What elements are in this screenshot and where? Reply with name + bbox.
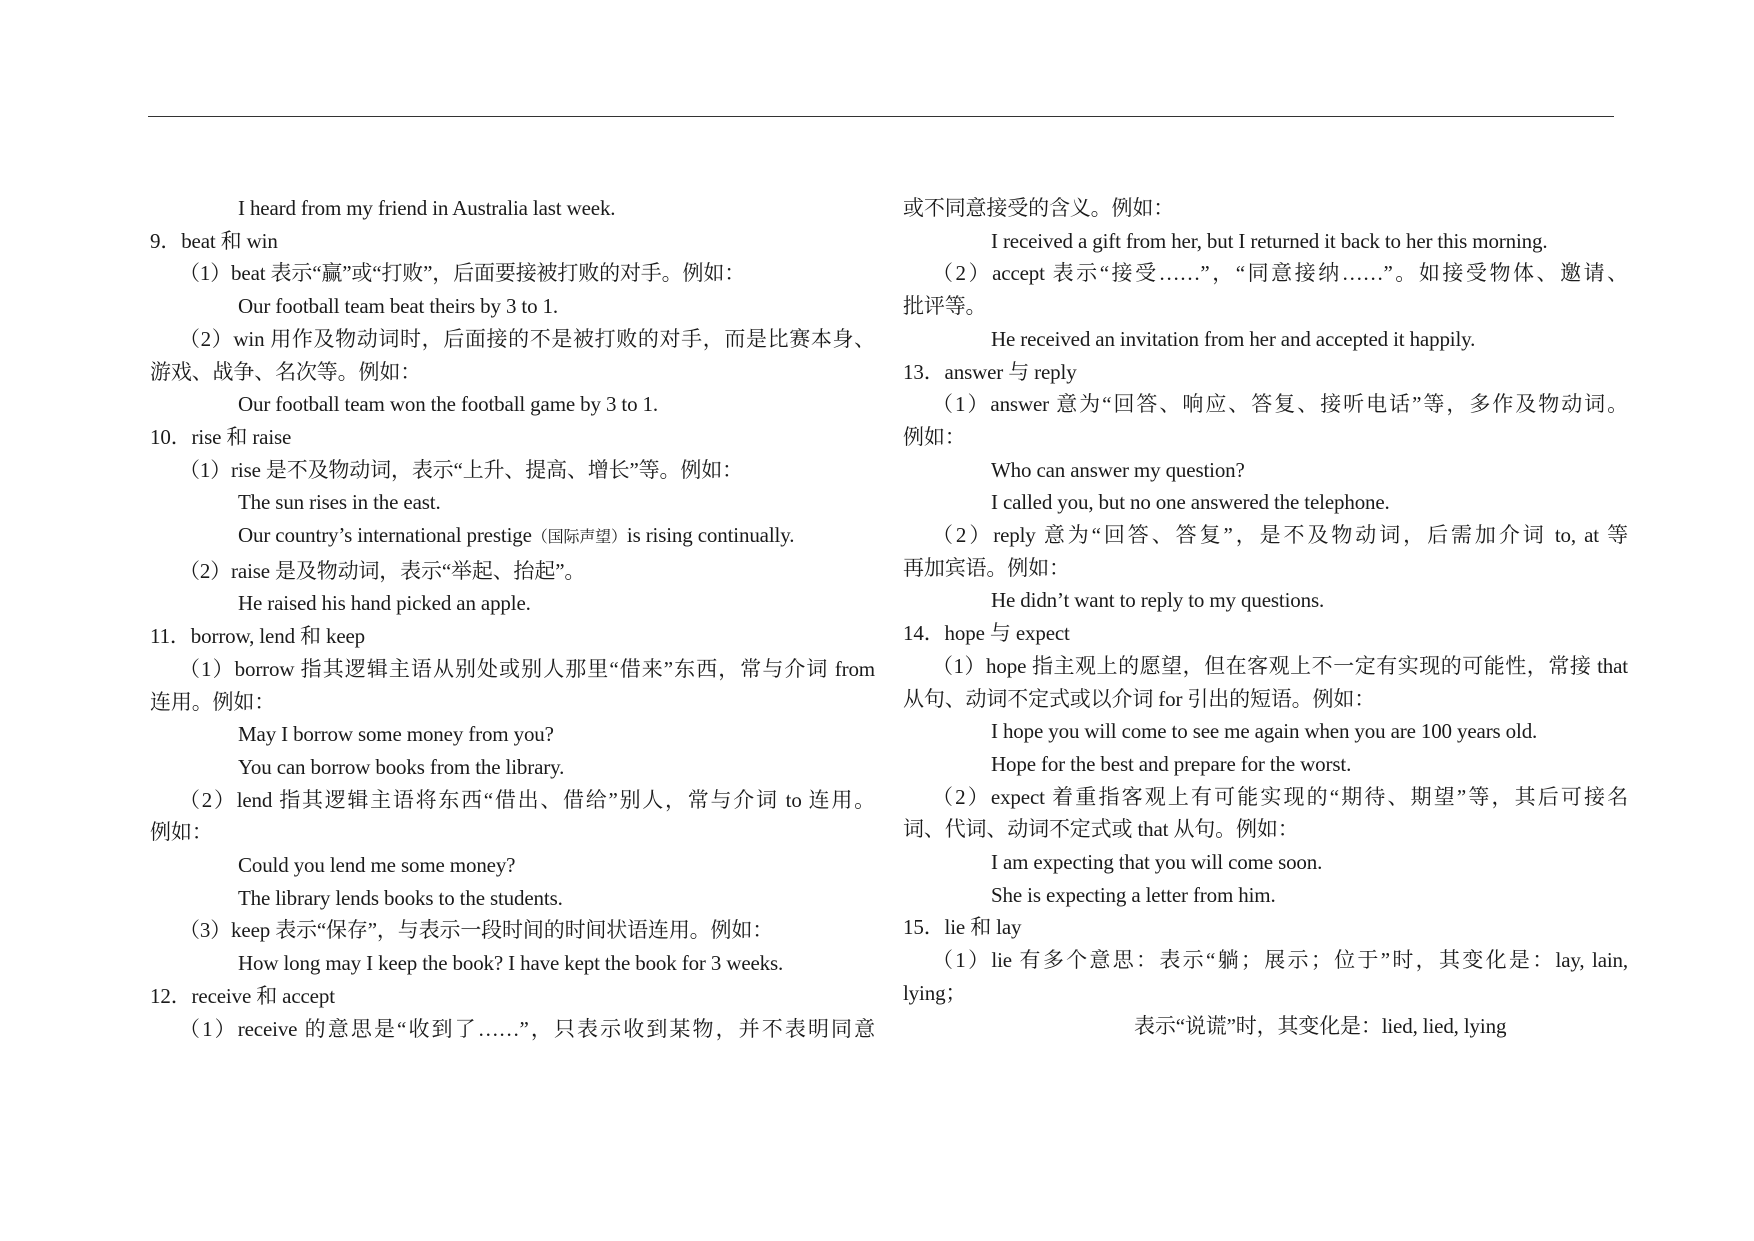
- gloss-note: （国际声望）: [531, 529, 627, 547]
- line-text: 表示“说谎”时，其变化是：lied, lied, lying: [1134, 1013, 1507, 1038]
- line-text: 连用。例如：: [150, 689, 276, 714]
- line-text: （2）reply 意为“回答、答复”，是不及物动词，后需加介词 to, at 等: [932, 523, 1628, 548]
- line-text: I am expecting that you will come soon.: [991, 850, 1323, 875]
- line-text: （2）raise 是及物动词，表示“举起、抬起”。: [179, 558, 586, 583]
- line-text: Our country’s international prestige: [238, 523, 532, 548]
- definition-line: [903, 519, 1628, 552]
- definition-line: [903, 257, 1628, 290]
- line-text: I hope you will come to see me again when you are 100 years old.: [991, 719, 1538, 744]
- example-sentence: [903, 454, 1628, 487]
- definition-line: [150, 323, 875, 356]
- line-text: You can borrow books from the library.: [238, 754, 565, 779]
- line-text: 9．beat 和 win: [150, 228, 278, 253]
- section-heading: [150, 225, 875, 258]
- line-text: 批评等。: [903, 294, 987, 319]
- line-text: He received an invitation from her and accepted it happily.: [991, 326, 1476, 351]
- line-text: I received a gift from her, but I returned it back to her this morning.: [991, 228, 1548, 253]
- line-text: He raised his hand picked an apple.: [238, 591, 531, 616]
- line-text: 或不同意接受的含义。例如：: [903, 196, 1175, 220]
- line-text: （1）receive 的意思是“收到了……”，只表示收到某物，并不表明同意: [179, 1016, 875, 1041]
- line-text: 15．lie 和 lay: [903, 915, 1022, 940]
- line-text: 词、代词、动词不定式或 that 从句。例如：: [903, 817, 1299, 842]
- continuation-line: [903, 977, 1628, 1010]
- line-text: Our football team won the football game by 3 to 1.: [238, 392, 658, 417]
- example-sentence: [903, 584, 1628, 617]
- line-text: She is expecting a letter from him.: [991, 882, 1276, 907]
- example-sentence: [150, 519, 875, 555]
- continuation-line: [903, 192, 1628, 225]
- definition-line: [150, 784, 875, 817]
- section-heading: [150, 421, 875, 454]
- example-sentence: [903, 879, 1628, 912]
- line-text: （2）accept 表示“接受……”，“同意接纳……”。如接受物体、邀请、: [932, 261, 1628, 286]
- definition-line: [150, 653, 875, 686]
- right-column: [903, 192, 1628, 1042]
- line-text: （1）borrow 指其逻辑主语从别处或别人那里“借来”东西，常与介词 from: [179, 656, 875, 681]
- continuation-line: [150, 356, 875, 389]
- line-text: May I borrow some money from you?: [238, 722, 554, 747]
- definition-line: [150, 257, 875, 290]
- continuation-line: [903, 552, 1628, 585]
- line-text: （3）keep 表示“保存”，与表示一段时间的时间状语连用。例如：: [179, 918, 774, 943]
- line-text: （1）hope 指主观上的愿望，但在客观上不一定有实现的可能性，常接 that: [932, 653, 1628, 678]
- section-heading: [150, 980, 875, 1013]
- continuation-line: [903, 290, 1628, 323]
- section-heading: [903, 617, 1628, 650]
- example-sentence: [903, 225, 1628, 258]
- line-text: 从句、动词不定式或以介词 for 引出的短语。例如：: [903, 686, 1376, 711]
- example-sentence: [903, 486, 1628, 519]
- line-text: 例如：: [903, 424, 966, 449]
- line-text: Could you lend me some money?: [238, 853, 516, 878]
- example-sentence: [150, 290, 875, 323]
- definition-line: [150, 454, 875, 487]
- continuation-line: [903, 421, 1628, 454]
- line-text: 11．borrow, lend 和 keep: [150, 624, 366, 649]
- line-text: （2）win 用作及物动词时，后面接的不是被打败的对手，而是比赛本身、: [179, 326, 875, 351]
- example-sentence: [150, 718, 875, 751]
- line-text: 12．receive 和 accept: [150, 983, 335, 1008]
- continuation-line: [150, 686, 875, 719]
- line-text: He didn’t want to reply to my questions.: [991, 588, 1325, 613]
- definition-line: [150, 555, 875, 588]
- definition-line: [150, 1013, 875, 1046]
- continuation-line: [150, 816, 875, 849]
- line-text: Our football team beat theirs by 3 to 1.: [238, 294, 559, 319]
- definition-line: [903, 388, 1628, 421]
- header-rule: [148, 116, 1614, 117]
- line-text: 例如：: [150, 820, 213, 845]
- line-text: Who can answer my question?: [991, 457, 1245, 482]
- example-sentence: [150, 388, 875, 421]
- line-text: （1）lie 有多个意思：表示“躺；展示；位于”时，其变化是：lay, lain,: [932, 948, 1628, 973]
- line-text: 游戏、战争、名次等。例如：: [150, 359, 422, 384]
- example-sentence: [150, 947, 875, 980]
- line-text: lying；: [903, 980, 967, 1005]
- line-text: （2）lend 指其逻辑主语将东西“借出、借给”别人，常与介词 to 连用。: [179, 787, 875, 812]
- continuation-line: [903, 683, 1628, 716]
- section-heading: [903, 356, 1628, 389]
- example-sentence: [150, 192, 875, 225]
- line-text-rest: is rising continually.: [626, 523, 795, 548]
- example-sentence: [150, 587, 875, 620]
- line-text: Hope for the best and prepare for the worst.: [991, 751, 1352, 776]
- example-sentence: [150, 849, 875, 882]
- example-sentence: [903, 715, 1628, 748]
- example-sentence: [903, 748, 1628, 781]
- line-text: （1）answer 意为“回答、响应、答复、接听电话”等，多作及物动词。: [932, 392, 1628, 417]
- example-sentence: [903, 846, 1628, 879]
- section-heading: [903, 911, 1628, 944]
- section-heading: [150, 620, 875, 653]
- continuation-line: [903, 813, 1628, 846]
- line-text: 14．hope 与 expect: [903, 621, 1070, 646]
- line-text: 10．rise 和 raise: [150, 424, 292, 449]
- example-sentence: [150, 486, 875, 519]
- line-text: The library lends books to the students.: [238, 885, 563, 910]
- line-text: （1）rise 是不及物动词，表示“上升、提高、增长”等。例如：: [179, 457, 743, 482]
- continuation-line: [903, 1010, 1628, 1043]
- line-text: How long may I keep the book? I have kept the book for 3 weeks.: [238, 951, 784, 976]
- left-column: [150, 192, 875, 1045]
- example-sentence: [150, 882, 875, 915]
- line-text: 再加宾语。例如：: [903, 555, 1070, 580]
- line-text: I heard from my friend in Australia last week.: [238, 196, 616, 220]
- definition-line: [903, 781, 1628, 814]
- line-text: 13．answer 与 reply: [903, 359, 1077, 384]
- definition-line: [150, 914, 875, 947]
- definition-line: [903, 944, 1628, 977]
- example-sentence: [903, 323, 1628, 356]
- example-sentence: [150, 751, 875, 784]
- line-text: （1）beat 表示“赢”或“打败”，后面要接被打败的对手。例如：: [179, 261, 746, 286]
- line-text: I called you, but no one answered the telephone.: [991, 490, 1390, 515]
- line-text: （2）expect 着重指客观上有可能实现的“期待、期望”等，其后可接名: [932, 784, 1628, 809]
- line-text: The sun rises in the east.: [238, 490, 441, 515]
- definition-line: [903, 650, 1628, 683]
